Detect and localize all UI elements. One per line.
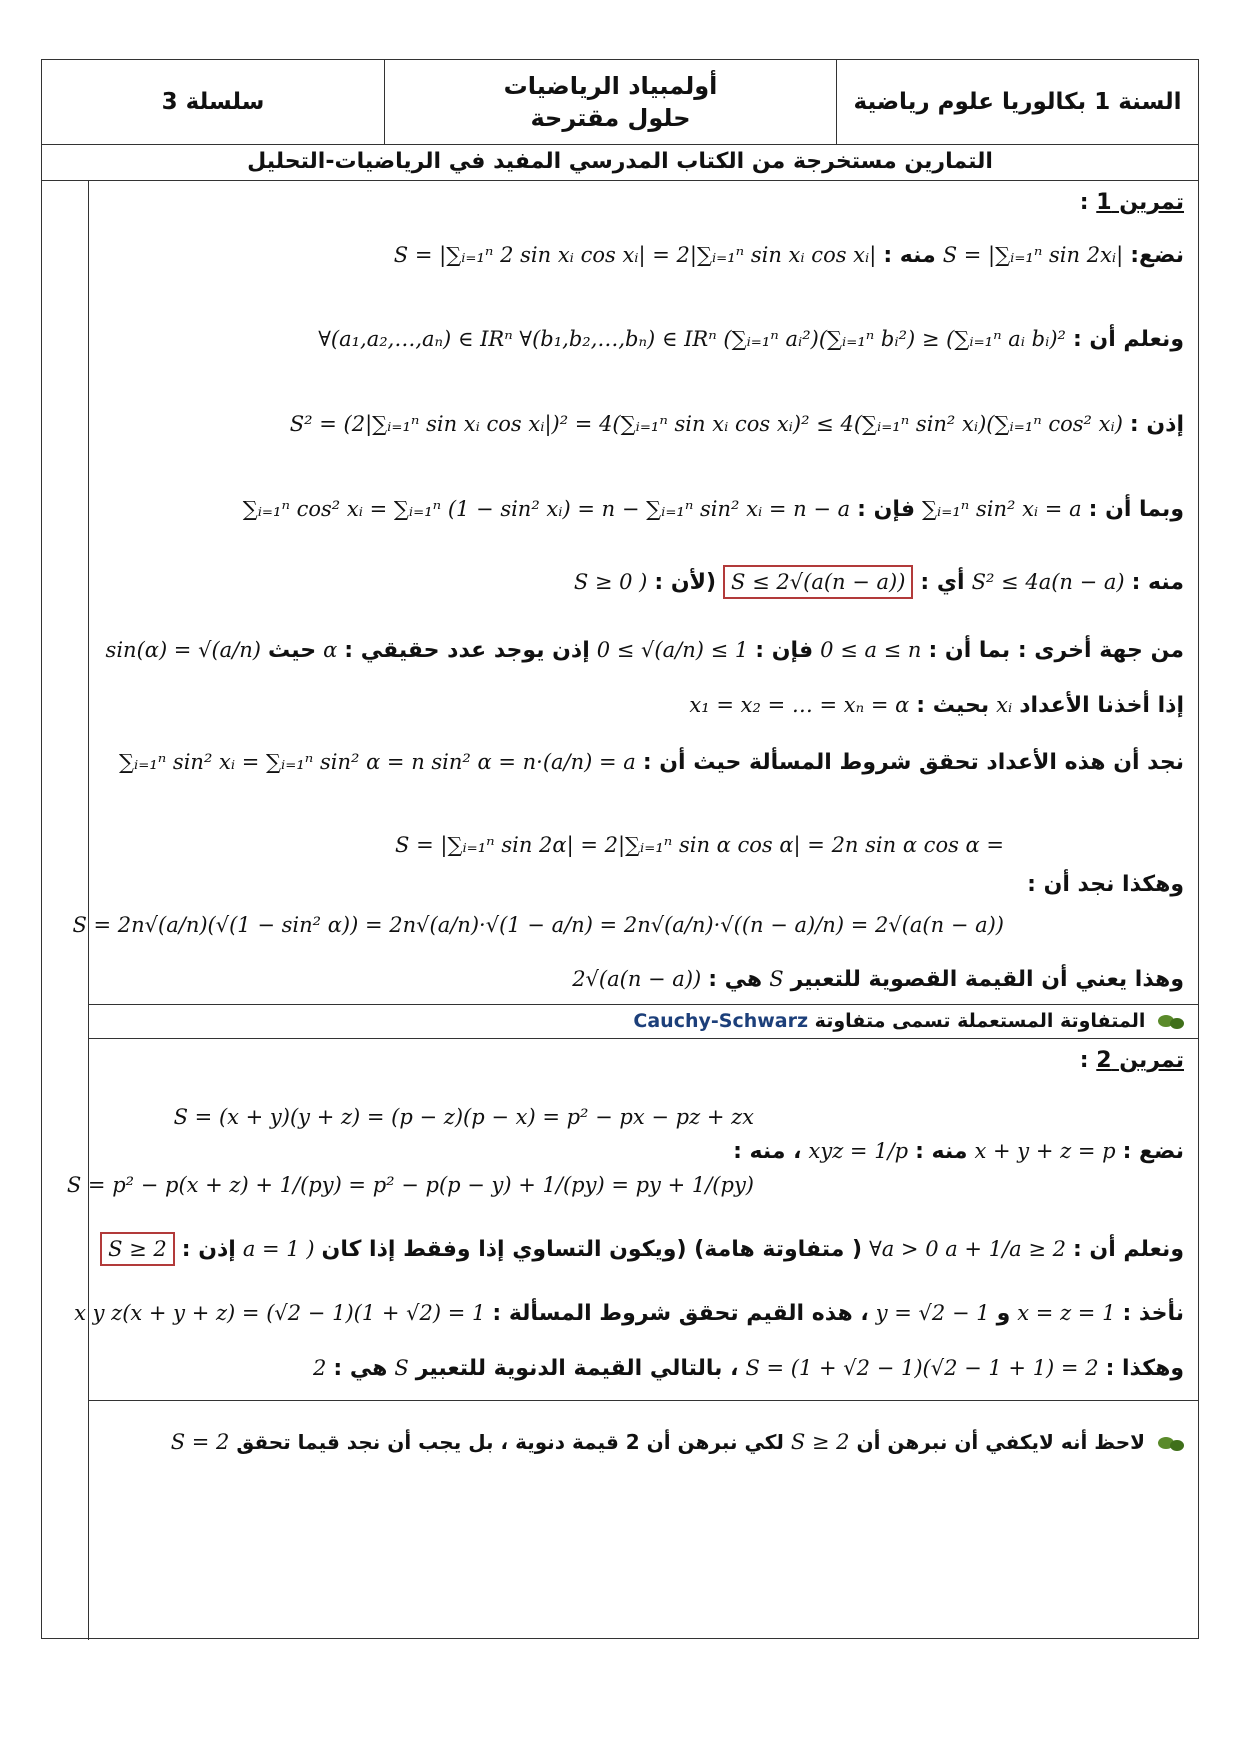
ex1-l1-label-2: منه :: [883, 243, 936, 268]
ex2-l3-formula-1: x = z = 1: [1017, 1301, 1116, 1325]
ex2-l1-label-3: ، منه :: [733, 1139, 802, 1164]
ex2-l4-label: وهكذا :: [1105, 1356, 1184, 1381]
ex2-l3-formula-3: x y z(x + y + z) = (√2 − 1)(1 + √2) = 1: [74, 1301, 486, 1325]
ex2-line-4: [88, 1351, 1184, 1386]
ex2-l1-formula-4: S = p² − p(x + z) + 1/(py) = p² − p(p − y) + 1/(py) = py + 1/(py): [66, 1173, 754, 1197]
ex1-title-row: تمرين 1 :: [1079, 190, 1184, 215]
ex2-l4-label-2: ، بالتالي القيمة الدنوية للتعبير: [415, 1356, 739, 1381]
ex1-l2-formula: ∀(a₁,a₂,…,aₙ) ∈ IRⁿ ∀(b₁,b₂,…,bₙ) ∈ IRⁿ (∑ᵢ₌₁ⁿ aᵢ²)(∑ᵢ₌₁ⁿ bᵢ²) ≥ (∑ᵢ₌₁ⁿ aᵢ bᵢ)²: [318, 327, 1066, 351]
ex1-l6-label-4: حيث: [267, 638, 317, 663]
header-table: [42, 60, 1198, 145]
ex1-line-1: [88, 238, 1184, 273]
note-2-formula-2: S = 2: [170, 1430, 230, 1454]
ex1-l7-label: إذا أخذنا الأعداد: [1019, 693, 1184, 718]
ex1-l7-formula-2: x₁ = x₂ = … = xₙ = α: [689, 693, 910, 717]
ex1-l5-label-2: أي :: [920, 570, 965, 595]
ex1-l3-label: إذن :: [1129, 412, 1184, 437]
page-title: أولمبياد الرياضيات: [503, 72, 718, 100]
ex2-bottom-rule: [88, 1400, 1198, 1401]
ex2-l4-formula-3: 2: [313, 1356, 327, 1380]
level-text: السنة 1 بكالوريا علوم رياضية: [853, 89, 1182, 115]
ex1-title: تمرين 1: [1096, 190, 1184, 215]
ex1-l1-formula-1: S = |∑ᵢ₌₁ⁿ sin 2xᵢ|: [942, 243, 1124, 267]
ex2-l1-formula-3: S = (x + y)(y + z) = (p − z)(p − x) = p² − px − pz + zx: [173, 1105, 754, 1129]
ex1-line-9a: [88, 828, 1184, 863]
ex1-l6-label-3: إذن يوجد عدد حقيقي :: [344, 638, 590, 663]
ex2-l4-label-3: هي :: [333, 1356, 388, 1381]
worksheet-page: [41, 59, 1199, 1639]
ex1-line-3: [88, 407, 1184, 442]
note-2: [88, 1426, 1184, 1458]
ex2-l3-formula-2: y = √2 − 1: [875, 1301, 990, 1325]
ex1-line-9-label: [88, 868, 1184, 902]
ex2-l3-label-2: و: [996, 1301, 1011, 1326]
ex1-l5-formula-1: S² ≤ 4a(n − a): [971, 570, 1125, 594]
ex2-l1-formula-2: xyz = 1/p: [808, 1139, 909, 1163]
ex2-l1-label: نضع :: [1122, 1139, 1184, 1164]
series-text: سلسلة 3: [161, 89, 265, 115]
ex1-l9-formula-2: S = 2n√(a/n)(√(1 − sin² α)) = 2n√(a/n)·√(1 − a/n) = 2n√(a/n)·√((n − a)/n) = 2√(a(n − a)): [72, 913, 1004, 937]
ex1-l10-formula-2: 2√(a(n − a)): [572, 967, 702, 991]
ex1-l7-formula-1: xᵢ: [996, 693, 1013, 717]
ex2-l2-label-3: إذن :: [181, 1237, 236, 1262]
ex2-line-3: [74, 1296, 1184, 1331]
ex1-l7-label-2: بحيث :: [916, 693, 990, 718]
ex1-l8-formula: ∑ᵢ₌₁ⁿ sin² xᵢ = ∑ᵢ₌₁ⁿ sin² α = n sin² α = n·(a/n) = a: [119, 750, 636, 774]
ex2-title: تمرين 2: [1096, 1048, 1184, 1073]
ex1-l10-label-2: هي :: [708, 967, 763, 992]
ex1-line-7: [88, 688, 1184, 723]
ex1-line-8: [88, 745, 1184, 780]
ex1-l3-formula: S² = (2|∑ᵢ₌₁ⁿ sin xᵢ cos xᵢ|)² = 4(∑ᵢ₌₁ⁿ sin xᵢ cos xᵢ)² ≤ 4(∑ᵢ₌₁ⁿ sin² xᵢ)(∑ᵢ₌₁ⁿ cos² xᵢ): [289, 412, 1123, 436]
ex1-l6-formula-2: 0 ≤ √(a/n) ≤ 1: [596, 638, 749, 662]
ex2-line-1b: [66, 1168, 1184, 1203]
ex1-l5-label: منه :: [1131, 570, 1184, 595]
ex1-l6-formula-4: sin(α) = √(a/n): [105, 638, 261, 662]
ex2-l1-label-2: منه :: [915, 1139, 968, 1164]
ex2-l2-formula-2: a = 1 ): [242, 1237, 315, 1261]
ex1-l2-label: ونعلم أن :: [1072, 327, 1184, 352]
ex1-line-2: [88, 322, 1184, 357]
ex1-l4-formula-1: ∑ᵢ₌₁ⁿ sin² xᵢ = a: [922, 497, 1082, 521]
ex2-line-1a: [88, 1100, 1184, 1135]
ex2-line-1: [88, 1134, 1184, 1169]
ex2-l2-label: ونعلم أن :: [1072, 1237, 1184, 1262]
ex1-l9-label: وهكذا نجد أن :: [1027, 872, 1184, 897]
ex1-line-5: [88, 565, 1184, 600]
ex2-l3-label: نأخذ :: [1122, 1301, 1184, 1326]
note-1-bottom-rule: [88, 1038, 1198, 1039]
ex2-l4-formula-2: S: [394, 1356, 409, 1380]
speech-bubble-icon: [1158, 1013, 1184, 1031]
note-2-text-1: لاحظ أنه لايكفي أن نبرهن أن: [856, 1430, 1146, 1454]
ex1-l8-label: نجد أن هذه الأعداد تحقق شروط المسألة حيث أن :: [642, 750, 1184, 775]
ex1-l6-label: من جهة أخرى : بما أن :: [928, 638, 1184, 663]
ex1-l5-boxed-result: S ≤ 2√(a(n − a)): [723, 565, 913, 599]
ex1-bottom-rule: [88, 1004, 1198, 1005]
ex1-l5-label-3: (لأن :: [654, 570, 717, 595]
ex1-l5-formula-3: S ≥ 0 ): [573, 570, 648, 594]
ex1-l1-formula-2: S = |∑ᵢ₌₁ⁿ 2 sin xᵢ cos xᵢ| = 2|∑ᵢ₌₁ⁿ sin xᵢ cos xᵢ|: [393, 243, 877, 267]
header-level: [836, 60, 1198, 144]
ex2-l2-label-2: ( متفاوتة هامة) (ويكون التساوي إذا وفقط إذا كان: [321, 1237, 863, 1262]
ex1-l6-label-2: فإن :: [755, 638, 814, 663]
ex1-l1-label: نضع:: [1130, 243, 1184, 268]
ex2-line-2: [88, 1232, 1184, 1267]
note-1-name: Cauchy-Schwarz: [633, 1010, 809, 1032]
ex2-l1-formula-1: x + y + z = p: [974, 1139, 1116, 1163]
ex1-l9-formula-1: S = |∑ᵢ₌₁ⁿ sin 2α| = 2|∑ᵢ₌₁ⁿ sin α cos α| = 2n sin α cos α =: [395, 833, 1004, 857]
source-line: التمارين مستخرجة من الكتاب المدرسي المفيد في الرياضيات-التحليل: [42, 144, 1198, 181]
note-2-text-2: لكي نبرهن أن 2 قيمة دنوية ، بل يجب أن نجد قيما تحقق: [236, 1430, 784, 1454]
ex1-line-10: [88, 962, 1184, 997]
ex1-line-9b: [72, 908, 1184, 943]
ex1-l10-label: وهذا يعني أن القيمة القصوية للتعبير: [790, 967, 1184, 992]
speech-bubble-icon: [1158, 1435, 1184, 1453]
ex1-l10-formula-1: S: [769, 967, 784, 991]
ex1-l4-label: وبما أن :: [1088, 497, 1184, 522]
ex2-l2-boxed-result: S ≥ 2: [100, 1232, 175, 1266]
ex2-l2-formula-1: ∀a > 0 a + 1/a ≥ 2: [869, 1237, 1066, 1261]
ex1-l6-formula-1: 0 ≤ a ≤ n: [820, 638, 922, 662]
header-title-cell: [384, 60, 836, 144]
ex2-l4-formula-1: S = (1 + √2 − 1)(√2 − 1 + 1) = 2: [745, 1356, 1099, 1380]
page-subtitle: حلول مقترحة: [530, 104, 691, 132]
ex2-title-row: تمرين 2 :: [1079, 1048, 1184, 1073]
ex1-line-4: [88, 492, 1184, 527]
ex1-line-6: [88, 633, 1184, 668]
ex1-l4-label-2: فإن :: [857, 497, 916, 522]
header-series: [42, 60, 384, 144]
note-1: [88, 1007, 1184, 1035]
note-2-formula-1: S ≥ 2: [790, 1430, 850, 1454]
ex2-l3-label-3: ، هذه القيم تحقق شروط المسألة :: [492, 1301, 869, 1326]
ex1-l6-formula-3: α: [323, 638, 338, 662]
note-1-text: المتفاوتة المستعملة تسمى متفاوتة: [814, 1010, 1146, 1032]
ex1-l4-formula-2: ∑ᵢ₌₁ⁿ cos² xᵢ = ∑ᵢ₌₁ⁿ (1 − sin² xᵢ) = n − ∑ᵢ₌₁ⁿ sin² xᵢ = n − a: [242, 497, 851, 521]
